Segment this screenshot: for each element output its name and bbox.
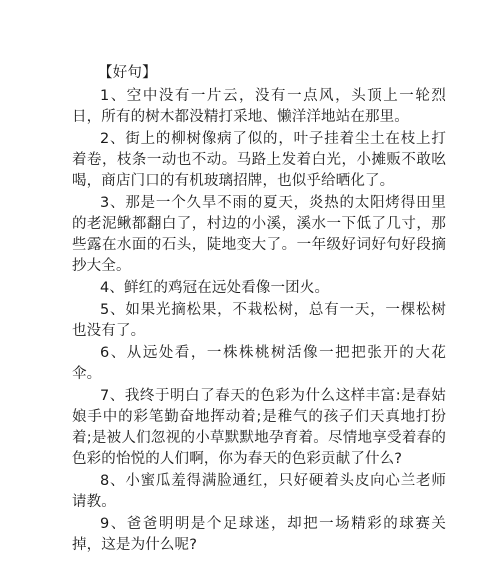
- sentence-paragraph-5: 5、如果光摘松果，不栽松树，总有一天，一棵松树也没有了。: [72, 302, 446, 339]
- sentence-paragraph-4: 4、鲜红的鸡冠在远处看像一团火。: [100, 280, 330, 296]
- sentence-paragraph-3: 3、那是一个久旱不雨的夏天，炎热的太阳烤得田里的老泥鳅都翻白了，村边的小溪，溪水一下低了几寸，那些露在水面的石头，陡地变大了。一年级好词好句好段摘抄大全。: [72, 195, 446, 274]
- sentence-paragraph-8: 8、小蜜瓜羞得满脸通红，只好硬着头皮向心兰老师请教。: [72, 473, 446, 510]
- sentence-paragraph-1: 1、空中没有一片云，没有一点风，头顶上一轮烈日，所有的树木都没精打采地、懒洋洋地站在那里。: [72, 88, 446, 125]
- sentence-paragraph-6: 6、从远处看，一株株桃树活像一把把张开的大花伞。: [72, 345, 446, 382]
- sentence-paragraph-9: 9、爸爸明明是个足球迷，却把一场精彩的球赛关掉，这是为什么呢?: [72, 516, 446, 553]
- section-heading: 【好句】: [98, 65, 157, 81]
- sentence-paragraph-7: 7、我终于明白了春天的色彩为什么这样丰富:是春姑娘手中的彩笔勤奋地挥动着;是稚气的孩子们天真地打扮着;是被人们忽视的小草默默地孕育着。尽情地享受着春的色彩的怡悦的人们啊，你为春天的色彩贡献了什么?: [72, 388, 446, 467]
- sentence-paragraph-2: 2、街上的柳树像病了似的，叶子挂着尘土在枝上打着卷，枝条一动也不动。马路上发着白光，小摊贩不敢吆喝，商店门口的有机玻璃招牌，也似乎给晒化了。: [72, 131, 446, 189]
